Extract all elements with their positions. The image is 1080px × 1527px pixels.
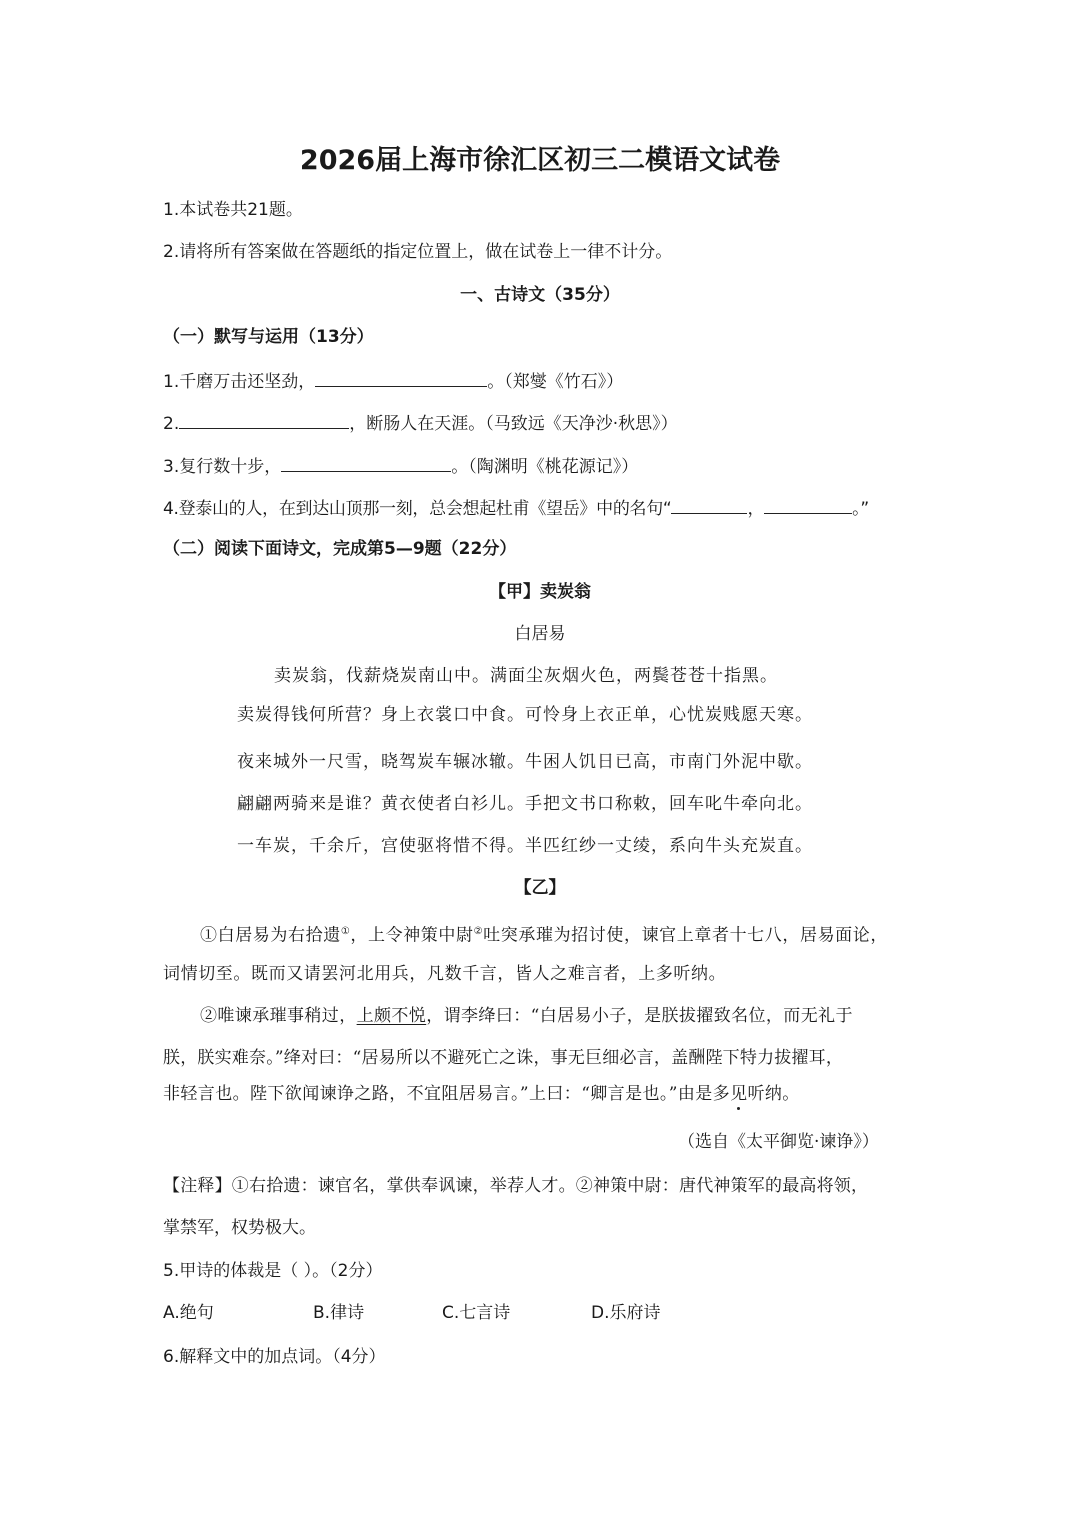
question-4-comma: ，: [747, 499, 765, 519]
page-title: 2026届上海市徐汇区初三二模语文试卷: [299, 145, 781, 176]
prose-text: ，谓李绛曰：“白居易小子，是朕拔擢致名位，而无礼于: [426, 1006, 853, 1026]
poem-line: 一车炭，千余斤，宫使驱将惜不得。半匹红纱一丈绫，系向牛头充炭直。: [237, 836, 813, 856]
poem-line: 翩翩两骑来是谁？黄衣使者白衫儿。手把文书口称敕，回车叱牛牵向北。: [237, 794, 813, 814]
question-5: 5.甲诗的体裁是（ ）。（2分）: [163, 1261, 383, 1281]
footnote-marker: ①: [340, 926, 351, 937]
question-4: [163, 495, 869, 521]
footnote-marker: ②: [473, 926, 484, 937]
answer-blank[interactable]: [764, 495, 852, 514]
prose-paragraph-1-cont: 词情切至。既而又请罢河北用兵，凡数千言，皆人之难言者，上多听纳。: [163, 964, 727, 984]
question-4-end: 。”: [852, 499, 869, 519]
prose-text: 吐突承璀为招讨使，谏官上章者十七八，居易面论，: [483, 925, 888, 946]
prose-text: ②唯谏承璀事稍过，: [200, 1006, 357, 1026]
question-1-prompt: 1.千磨万击还坚劲，: [163, 372, 316, 392]
prose-text: 非轻言也。陛下欲闻谏诤之路，不宜阻居易言。”上曰：“卿言是也。”由是多: [163, 1084, 731, 1104]
question-6: 6.解释文中的加点词。（4分）: [163, 1347, 386, 1367]
question-3-source: 。（陶渊明《桃花源记》）: [451, 457, 639, 477]
prose-heading: 【乙】: [514, 878, 566, 898]
poem-title: 【甲】卖炭翁: [489, 582, 591, 602]
instruction-2: 2.请将所有答案做在答题纸的指定位置上，做在试卷上一律不计分。: [163, 242, 673, 262]
answer-blank[interactable]: [315, 368, 487, 387]
option-b[interactable]: B.律诗: [313, 1303, 365, 1323]
question-1: [163, 368, 623, 394]
underlined-phrase: 上颇不悦: [356, 1006, 427, 1026]
question-1-source: 。（郑燮《竹石》）: [487, 372, 624, 392]
annotation-cont: 掌禁军，权势极大。: [163, 1218, 316, 1238]
answer-blank[interactable]: [281, 453, 451, 472]
prose-source: （选自《太平御览·谏诤》）: [678, 1132, 879, 1152]
poem-line: 卖炭得钱何所营？身上衣裳口中食。可怜身上衣正单，心忧炭贱愿天寒。: [237, 705, 813, 725]
prose-text: ，上令神策中尉: [350, 925, 474, 946]
instruction-1: 1.本试卷共21题。: [163, 200, 303, 220]
option-d[interactable]: D.乐府诗: [591, 1303, 661, 1323]
prose-paragraph-2-end: [163, 1082, 800, 1106]
answer-blank[interactable]: [179, 410, 349, 429]
question-3: [163, 453, 638, 479]
option-c[interactable]: C.七言诗: [442, 1303, 511, 1323]
question-4-prompt: 4.登泰山的人，在到达山顶那一刻，总会想起杜甫《望岳》中的名句“: [163, 499, 672, 519]
prose-text: 听纳。: [747, 1084, 800, 1104]
poem-author: 白居易: [514, 624, 566, 644]
question-2-number: 2.: [163, 414, 180, 434]
question-2: [163, 410, 678, 436]
prose-text: ①白居易为右拾遗: [200, 925, 341, 946]
prose-paragraph-1: [200, 920, 888, 948]
poem-line: 卖炭翁，伐薪烧炭南山中。满面尘灰烟火色，两鬓苍苍十指黑。: [274, 666, 778, 686]
part-heading-2: （二）阅读下面诗文，完成第5—9题（22分）: [163, 539, 517, 559]
dotted-word: 见: [730, 1084, 748, 1104]
option-a[interactable]: A.绝句: [163, 1303, 214, 1323]
prose-paragraph-2-cont: 朕，朕实难奈。”绛对曰：“居易所以不避死亡之诛，事无巨细必言，盖酬陛下特力拔擢耳，: [163, 1048, 844, 1068]
prose-paragraph-2: [200, 1004, 853, 1028]
part-heading-1: （一）默写与运用（13分）: [163, 327, 374, 347]
poem-line: 夜来城外一尺雪，晓驾炭车辗冰辙。牛困人饥日已高，市南门外泥中歇。: [237, 752, 813, 772]
section-heading: 一、古诗文（35分）: [460, 285, 620, 305]
answer-blank[interactable]: [671, 495, 747, 514]
question-2-source: ，断肠人在天涯。（马致远《天净沙·秋思》）: [349, 414, 678, 434]
question-3-prompt: 3.复行数十步，: [163, 457, 282, 477]
annotation: 【注释】①右拾遗：谏官名，掌供奉讽谏，举荐人才。②神策中尉：唐代神策军的最高将领，: [163, 1176, 869, 1196]
